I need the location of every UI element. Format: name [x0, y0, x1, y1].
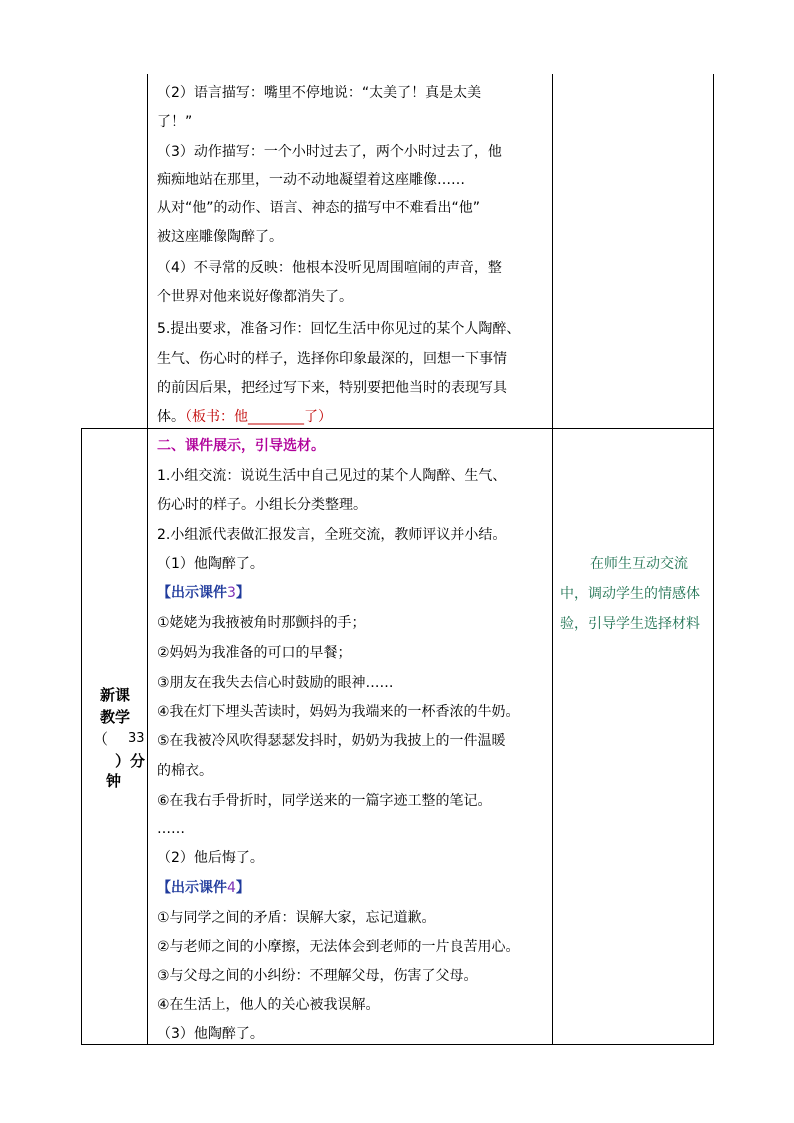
text-line: 从对“他”的动作、语言、神态的描写中不难看出“他”	[157, 200, 481, 216]
section-title: 二、课件展示，引导选材。	[157, 438, 325, 454]
text-line: （2）语言描写：嘴里不停地说：“太美了！真是太美	[157, 85, 482, 101]
courseware-3-heading	[157, 583, 250, 603]
courseware-number: 3	[227, 585, 236, 601]
text-line: 2.小组派代表做汇报发言，全班交流，教师评议并小结。	[157, 527, 507, 543]
text-line: 生气、伤心时的样子，选择你印象最深的，回想一下事情	[157, 351, 507, 367]
text-line: 的前因后果，把经过写下来，特别要把他当时的表现写具	[157, 380, 507, 396]
text-line: ④我在灯下埋头苦读时，妈妈为我端来的一杯香浓的牛奶。	[157, 704, 520, 720]
text-line: （2）他后悔了。	[157, 850, 264, 866]
side-label-line3a: （	[93, 730, 109, 748]
side-label-duration: 33	[128, 731, 145, 746]
courseware-number: 4	[227, 880, 236, 896]
note-line: 在师生互动交流	[590, 556, 688, 572]
upper-content-cell	[152, 74, 557, 428]
table-col-divider-1	[147, 74, 148, 1045]
text-line: ⑥在我右手骨折时，同学送来的一篇字迹工整的笔记。	[157, 793, 492, 809]
text-line: （1）他陶醉了。	[157, 556, 264, 572]
text-line: ③与父母之间的小纠纷：不理解父母，伤害了父母。	[157, 968, 478, 984]
text-line: ④在生活上，他人的关心被我误解。	[157, 997, 380, 1013]
text-line: ……	[157, 821, 185, 837]
text-line: ②与老师之间的小摩擦，无法体会到老师的一片良苦用心。	[157, 939, 520, 955]
side-label-line2: 教学	[100, 708, 131, 726]
side-label-line5: 钟	[106, 772, 122, 790]
text-fragment: 体。	[157, 409, 185, 425]
text-line: （3）他陶醉了。	[157, 1026, 264, 1042]
side-label-line1: 新课	[100, 686, 131, 704]
lower-content-cell	[152, 428, 557, 1045]
text-line: ①与同学之间的矛盾：误解大家，忘记道歉。	[157, 910, 436, 926]
table-left-border	[81, 428, 82, 1045]
text-line: ①姥姥为我掖被角时那颤抖的手；	[157, 615, 366, 631]
courseware-label: 【出示课件	[157, 880, 227, 896]
text-line: 伤心时的样子。小组长分类整理。	[157, 497, 367, 513]
text-line: （3）动作描写：一个小时过去了，两个小时过去了，他	[157, 144, 502, 160]
courseware-4-heading	[157, 878, 250, 898]
text-line: 1.小组交流：说说生活中自己见过的某个人陶醉、生气、	[157, 468, 507, 484]
text-line: 个世界对他来说好像都消失了。	[157, 289, 353, 305]
text-line: 5.提出要求，准备习作：回忆生活中你见过的某个人陶醉、	[157, 321, 521, 337]
teaching-note	[558, 549, 714, 639]
courseware-bracket: 】	[235, 585, 250, 601]
text-line: 的棉衣。	[157, 763, 213, 779]
lesson-table	[81, 74, 714, 1045]
side-label-line4: ）分	[115, 752, 146, 770]
text-line	[157, 407, 332, 427]
text-line: 被这座雕像陶醉了。	[157, 229, 283, 245]
text-line: 痴痴地站在那里，一动不动地凝望着这座雕像……	[157, 172, 465, 188]
text-line: ②妈妈为我准备的可口的早餐；	[157, 645, 352, 661]
text-line: ⑤在我被冷风吹得瑟瑟发抖时，奶奶为我披上的一件温暖	[157, 733, 506, 749]
text-line: 了！”	[157, 114, 193, 130]
courseware-label: 【出示课件	[157, 585, 227, 601]
note-line: 验，引导学生选择材料	[560, 616, 700, 632]
board-note: （板书：他________了）	[185, 409, 332, 425]
note-line: 中，调动学生的情感体	[560, 586, 700, 602]
text-line: （4）不寻常的反映：他根本没听见周围喧闹的声音，整	[157, 260, 502, 276]
courseware-bracket: 】	[235, 880, 250, 896]
text-line: ③朋友在我失去信心时鼓励的眼神……	[157, 675, 394, 691]
